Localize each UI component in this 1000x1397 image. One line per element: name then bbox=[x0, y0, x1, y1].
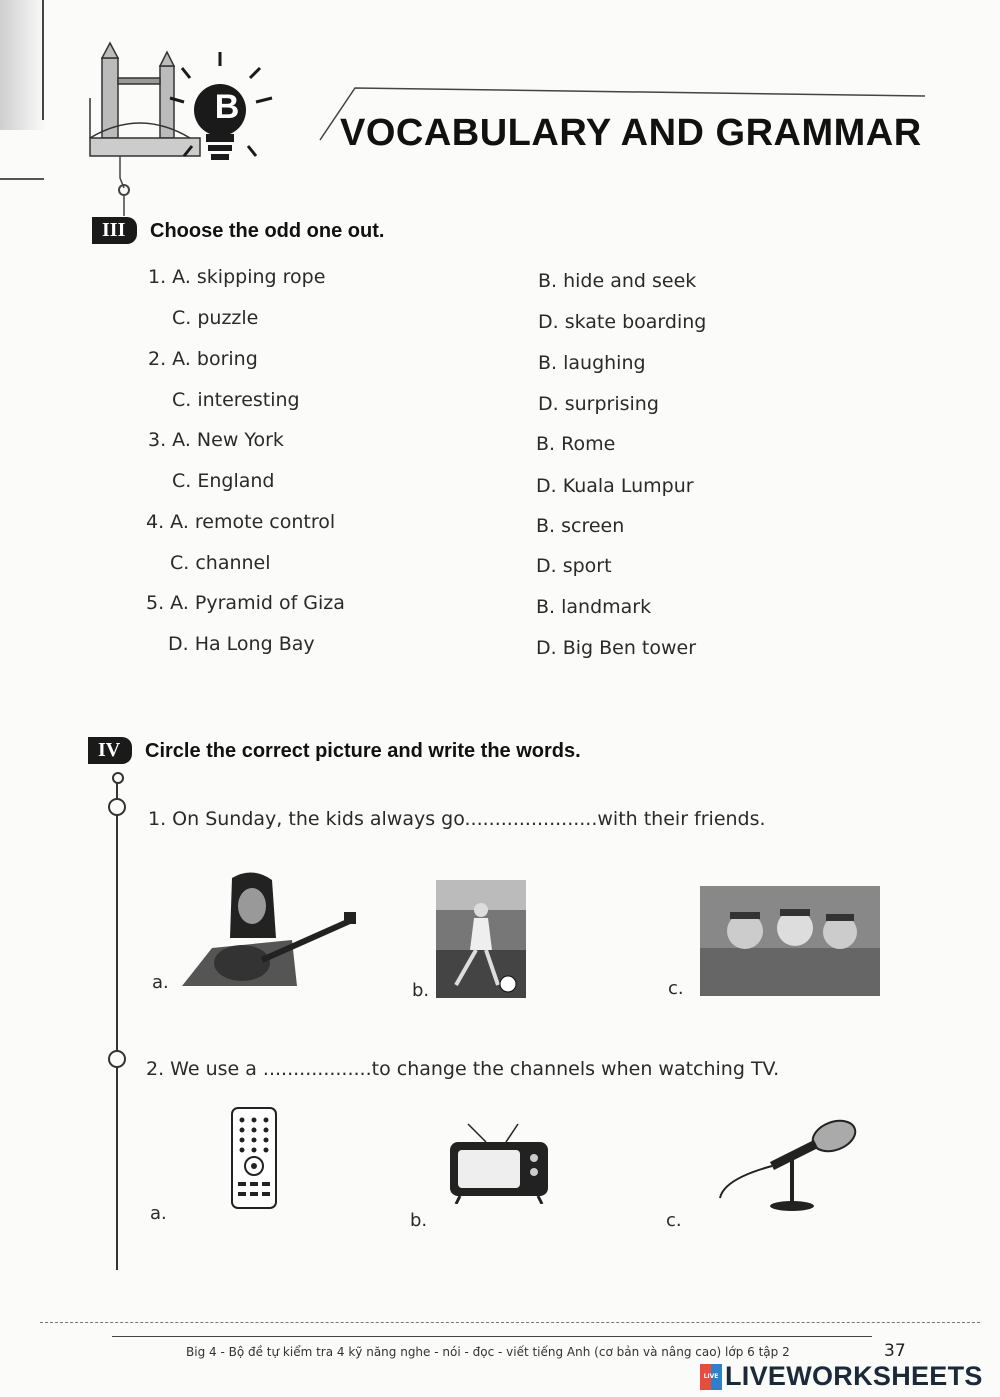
option-left: 5. A. Pyramid of Giza bbox=[146, 592, 345, 614]
option-right: D. surprising bbox=[538, 393, 659, 415]
soccer-player-photo[interactable] bbox=[436, 880, 526, 998]
timeline-node-small bbox=[112, 772, 124, 784]
option-left: 1. A. skipping rope bbox=[148, 266, 326, 288]
option-right: B. laughing bbox=[538, 352, 646, 374]
option-label-c: c. bbox=[668, 978, 684, 999]
guitar-player-photo[interactable] bbox=[172, 868, 357, 990]
timeline-line bbox=[116, 780, 118, 1270]
option-label-b: b. bbox=[410, 1210, 428, 1231]
option-right: B. screen bbox=[536, 515, 625, 537]
live-badge-icon: LIVE bbox=[700, 1364, 722, 1390]
section-4-badge: IV bbox=[88, 737, 132, 764]
option-left: 3. A. New York bbox=[148, 429, 284, 451]
option-right: B. hide and seek bbox=[538, 270, 697, 292]
option-left: C. interesting bbox=[172, 389, 300, 411]
footer-text: Big 4 - Bộ đề tự kiểm tra 4 kỹ năng nghe - nói - đọc - viết tiếng Anh (cơ bản và nâng cao) lớp 6 tập 2 bbox=[186, 1345, 790, 1359]
tv-set-icon[interactable] bbox=[446, 1120, 552, 1204]
footer-rule bbox=[112, 1336, 872, 1337]
header-badge: B bbox=[214, 88, 240, 126]
option-label-a: a. bbox=[152, 972, 169, 993]
option-label-a: a. bbox=[150, 1203, 167, 1224]
option-left: 2. A. boring bbox=[148, 348, 258, 370]
page-number: 37 bbox=[884, 1341, 906, 1361]
question-1: 1. On Sunday, the kids always go......................with their friends. bbox=[148, 808, 766, 830]
timeline-node bbox=[108, 1050, 126, 1068]
option-left: C. puzzle bbox=[172, 307, 259, 329]
tower-bridge-illustration bbox=[90, 43, 200, 156]
liveworksheets-logo bbox=[700, 1361, 983, 1392]
scan-edge-shadow bbox=[0, 0, 46, 130]
option-left: C. England bbox=[172, 470, 275, 492]
scan-edge-line bbox=[42, 0, 44, 120]
section-4-title: Circle the correct picture and write the words. bbox=[145, 740, 581, 762]
option-right: B. landmark bbox=[536, 596, 652, 618]
option-right: B. Rome bbox=[536, 433, 616, 455]
option-right: D. skate boarding bbox=[538, 311, 707, 333]
question-2: 2. We use a ..................to change the channels when watching TV. bbox=[146, 1058, 780, 1080]
option-right: D. Big Ben tower bbox=[536, 637, 697, 659]
section-3-title: Choose the odd one out. bbox=[150, 220, 385, 242]
option-label-b: b. bbox=[412, 980, 430, 1001]
watermark-text: LIVEWORKSHEETS bbox=[725, 1361, 983, 1391]
microphone-icon[interactable] bbox=[714, 1114, 864, 1214]
option-left: D. Ha Long Bay bbox=[168, 633, 315, 655]
option-right: D. sport bbox=[536, 555, 612, 577]
page-title: VOCABULARY AND GRAMMAR bbox=[340, 112, 922, 154]
bottom-dashed-rule bbox=[40, 1322, 980, 1323]
option-right: D. Kuala Lumpur bbox=[536, 475, 694, 497]
scan-edge-mark bbox=[0, 178, 44, 180]
timeline-node bbox=[108, 798, 126, 816]
kids-swimming-photo[interactable] bbox=[700, 886, 880, 996]
section-3-badge: III bbox=[92, 217, 137, 244]
option-left: C. channel bbox=[170, 552, 271, 574]
option-label-c: c. bbox=[666, 1210, 682, 1231]
remote-control-icon[interactable] bbox=[228, 1106, 280, 1212]
option-left: 4. A. remote control bbox=[146, 511, 336, 533]
